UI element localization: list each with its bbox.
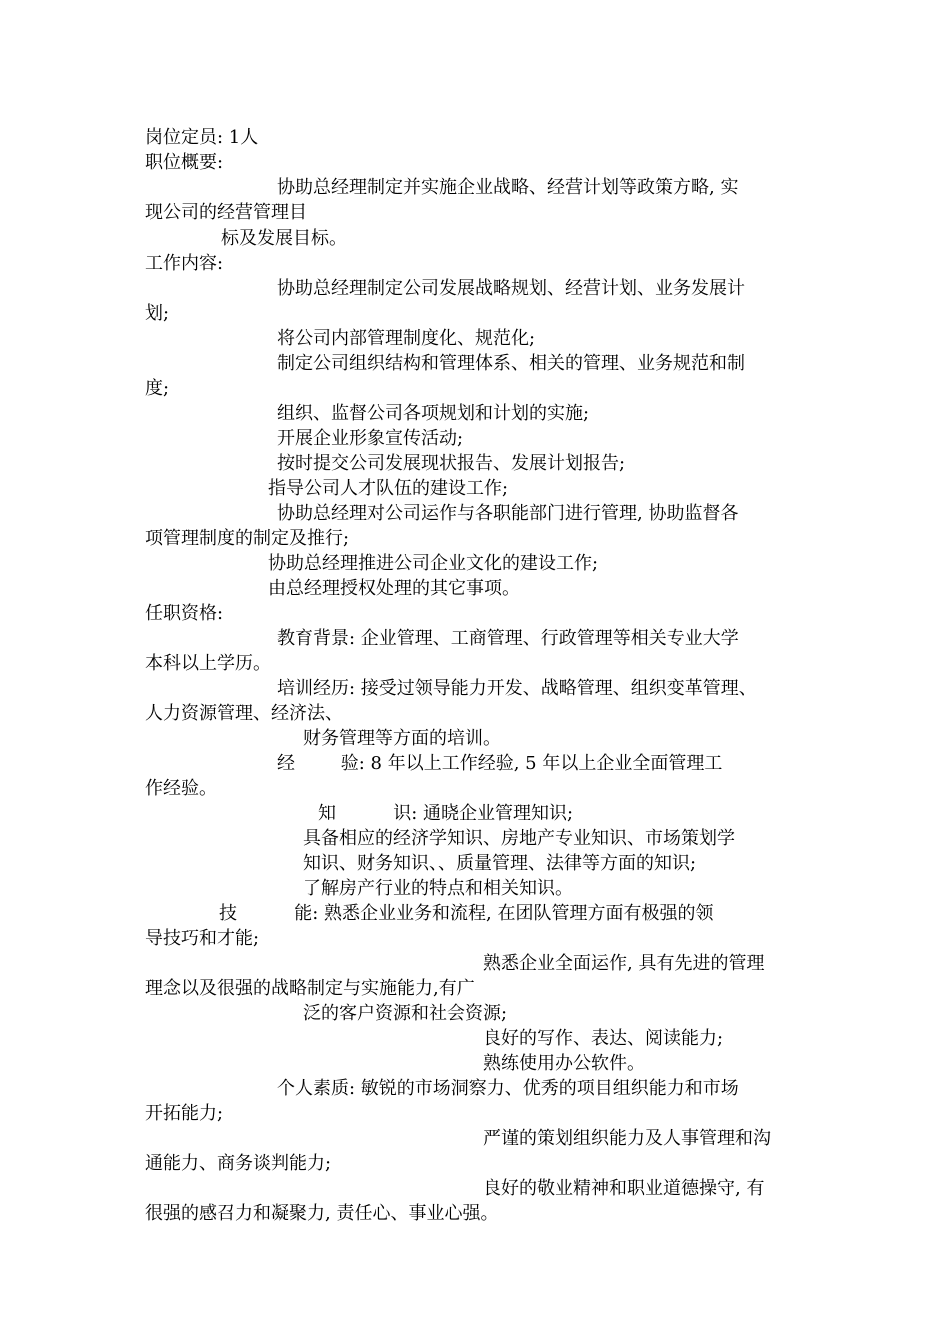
qualification-line: 知 识: 通晓企业管理知识; [318, 803, 574, 824]
duty-line: 由总经理授权处理的其它事项。 [268, 578, 520, 599]
qualification-line: 培训经历: 接受过领导能力开发、战略管理、组织变革管理、 [277, 678, 757, 699]
qualification-line: 个人素质: 敏锐的市场洞察力、优秀的项目组织能力和市场 [277, 1078, 739, 1099]
qualification-line: 开拓能力; [145, 1103, 224, 1124]
duty-line: 协助总经理对公司运作与各职能部门进行管理, 协助监督各 [277, 503, 739, 524]
qualification-line: 了解房产行业的特点和相关知识。 [303, 878, 573, 899]
qualification-line: 作经验。 [145, 778, 217, 799]
qualification-line: 良好的敬业精神和职业道德操守, 有 [483, 1178, 765, 1199]
qualification-line: 泛的客户资源和社会资源; [303, 1003, 508, 1024]
overview-line: 协助总经理制定并实施企业战略、经营计划等政策方略, 实 [277, 177, 739, 198]
qualification-line: 人力资源管理、经济法、 [145, 703, 343, 724]
qualification-line: 知识、财务知识、、质量管理、法律等方面的知识; [303, 853, 697, 874]
duties-heading: 工作内容: [145, 253, 224, 274]
duty-line: 组织、监督公司各项规划和计划的实施; [277, 403, 590, 424]
duty-line: 按时提交公司发展现状报告、发展计划报告; [277, 453, 626, 474]
qualification-line: 很强的感召力和凝聚力, 责任心、事业心强。 [145, 1203, 499, 1224]
overview-line: 标及发展目标。 [221, 228, 347, 249]
qualification-line: 导技巧和才能; [145, 928, 260, 949]
duty-line: 将公司内部管理制度化、规范化; [277, 328, 536, 349]
qualification-line: 通能力、商务谈判能力; [145, 1153, 332, 1174]
qualification-line: 严谨的策划组织能力及人事管理和沟 [483, 1128, 771, 1149]
qualification-line: 财务管理等方面的培训。 [303, 728, 501, 749]
duty-line: 协助总经理推进公司企业文化的建设工作; [268, 553, 599, 574]
qualification-line: 熟悉企业全面运作, 具有先进的管理 [483, 953, 765, 974]
duty-line: 开展企业形象宣传活动; [277, 428, 464, 449]
qualification-line: 良好的写作、表达、阅读能力; [483, 1028, 724, 1049]
duty-line: 制定公司组织结构和管理体系、相关的管理、业务规范和制 [277, 353, 745, 374]
qualification-line: 理念以及很强的战略制定与实施能力,有广 [145, 978, 475, 999]
qualification-line: 具备相应的经济学知识、房地产专业知识、市场策划学 [303, 828, 735, 849]
duty-line: 协助总经理制定公司发展战略规划、经营计划、业务发展计 [277, 278, 745, 299]
qualifications-heading: 任职资格: [145, 603, 224, 624]
qualification-line: 本科以上学历。 [145, 653, 271, 674]
duty-line: 划; [145, 303, 170, 324]
duty-line: 项管理制度的制定及推行; [145, 528, 350, 549]
qualification-line: 经 验: 8 年以上工作经验, 5 年以上企业全面管理工 [277, 753, 723, 774]
qualification-line: 熟练使用办公软件。 [483, 1053, 645, 1074]
staffing-line: 岗位定员: 1人 [145, 127, 259, 148]
overview-heading: 职位概要: [145, 152, 224, 173]
qualification-line: 教育背景: 企业管理、工商管理、行政管理等相关专业大学 [277, 628, 739, 649]
duty-line: 度; [145, 378, 170, 399]
overview-line: 现公司的经营管理目 [145, 202, 307, 223]
qualification-line: 技 能: 熟悉企业业务和流程, 在团队管理方面有极强的领 [219, 903, 714, 924]
duty-line: 指导公司人才队伍的建设工作; [268, 478, 509, 499]
